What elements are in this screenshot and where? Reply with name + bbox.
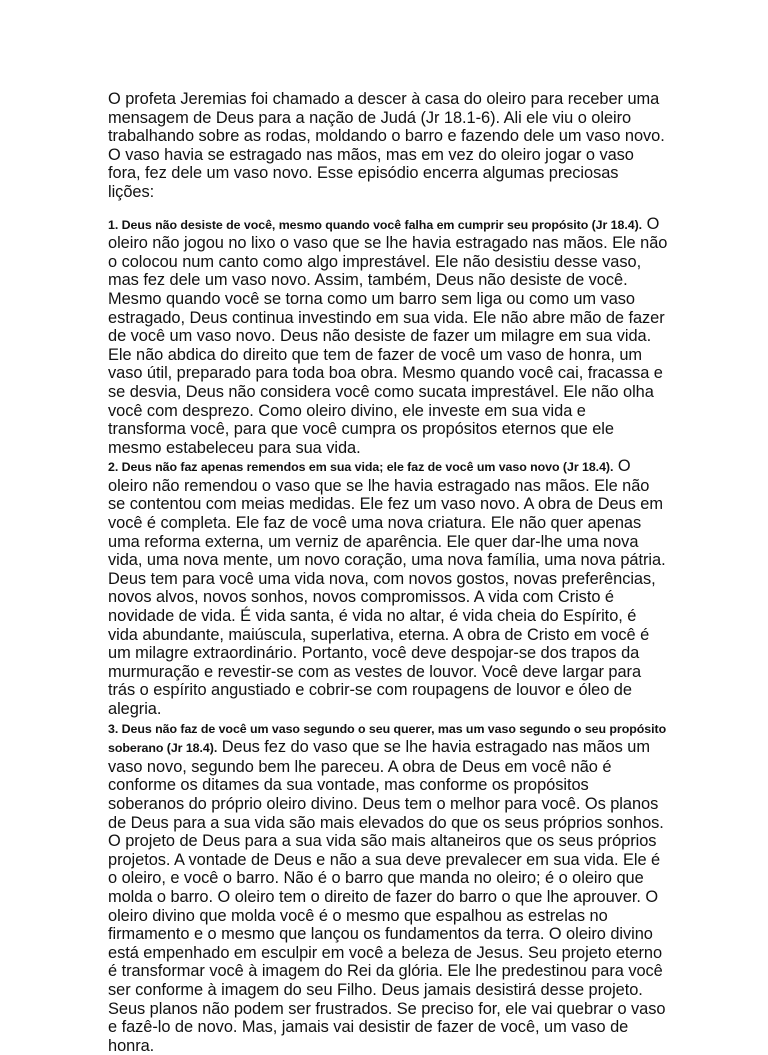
intro-paragraph: O profeta Jeremias foi chamado a descer à casa do oleiro para receber uma mensagem de Deus para a nação de Judá (Jr 18.1-6). Ali ele viu o oleiro trabalhando sobre as rodas, moldando o barro e fazendo dele um vaso novo. O vaso havia se estragado nas mãos, mas em vez do oleiro jogar o vaso fora, fez dele um vaso novo. Esse episódio encerra algumas preciosas lições: xyxy=(108,90,665,201)
lesson-heading-2: 2. Deus não faz apenas remendos em sua vida; ele faz de você um vaso novo (Jr 18.4). xyxy=(108,460,614,475)
lesson-paragraph-2 xyxy=(108,457,668,718)
lesson-paragraph-3 xyxy=(108,719,668,1055)
lesson-paragraph-1 xyxy=(108,215,668,458)
lesson-heading-3: 3. Deus não faz de você um vaso segundo o seu querer, mas um vaso segundo o seu propósito soberano (Jr 18.4). xyxy=(108,721,667,756)
lesson-heading-1: 1. Deus não desiste de você, mesmo quando você falha em cumprir seu propósito (Jr 18.4). xyxy=(108,217,643,232)
lesson-body-1: O oleiro não jogou no lixo o vaso que se lhe havia estragado nas mãos. Ele não o colocou num canto como algo imprestável. Ele não desistiu desse vaso, mas fez dele um vaso novo. Assim, também, Deus não desiste de você. Mesmo quando você se torna como um barro sem liga ou como um vaso estragado, Deus continua investindo em sua vida. Ele não abre mão de fazer de você um vaso novo. Deus não desiste de fazer um milagre em sua vida. Ele não abdica do direito que tem de fazer de você um vaso de honra, um vaso útil, preparado para toda boa obra. Mesmo quando você cai, fracassa e se desvia, Deus não considera você como sucata imprestável. Ele não olha você com desprezo. Como oleiro divino, ele investe em sua vida e transforma você, para que você cumpra os propósitos eternos que ele mesmo estabeleceu para sua vida. xyxy=(108,214,668,457)
document-body xyxy=(108,90,668,1055)
lesson-body-2: O oleiro não remendou o vaso que se lhe havia estragado nas mãos. Ele não se contentou com meias medidas. Ele fez um vaso novo. A obra de Deus em você é completa. Ele faz de você uma nova criatura. Ele não quer apenas uma reforma externa, um verniz de aparência. Ele quer dar-lhe uma nova vida, uma nova mente, um novo coração, uma nova família, uma nova pátria. Deus tem para você uma vida nova, com novos gostos, novas preferências, novos alvos, novos sonhos, novos compromissos. A vida com Cristo é novidade de vida. É vida santa, é vida no altar, é vida cheia do Espírito, é vida abundante, maiúscula, superlativa, eterna. A obra de Cristo em você é um milagre extraordinário. Portanto, você deve despojar-se dos trapos da murmuração e revestir-se com as vestes de louvor. Você deve largar para trás o espírito angustiado e cobrir-se com roupagens de louvor e óleo de alegria. xyxy=(108,457,666,718)
lesson-body-3: Deus fez do vaso que se lhe havia estragado nas mãos um vaso novo, segundo bem lhe pareceu. A obra de Deus em você não é conforme os ditames da sua vontade, mas conforme os propósitos soberanos do próprio oleiro divino. Deus tem o melhor para você. Os planos de Deus para a sua vida são mais elevados do que os seus próprios sonhos. O projeto de Deus para a sua vida são mais altaneiros que os seus próprios projetos. A vontade de Deus e não a sua deve prevalecer em sua vida. Ele é o oleiro, e você o barro. Não é o barro que manda no oleiro; é o oleiro que molda o barro. O oleiro tem o direito de fazer do barro o que lhe aprouver. O oleiro divino que molda você é o mesmo que espalhou as estrelas no firmamento e o mesmo que lançou os fundamentos da terra. O oleiro divino está empenhado em esculpir em você a beleza de Jesus. Seu projeto eterno é transformar você à imagem do Rei da glória. Ele lhe predestinou para você ser conforme à imagem do seu Filho. Deus jamais desistirá desse projeto. Seus planos não podem ser frustrados. Se preciso for, ele vai quebrar o vaso e fazê-lo de novo. Mas, jamais vai desistir de fazer de você, um vaso de honra. xyxy=(108,738,666,1055)
